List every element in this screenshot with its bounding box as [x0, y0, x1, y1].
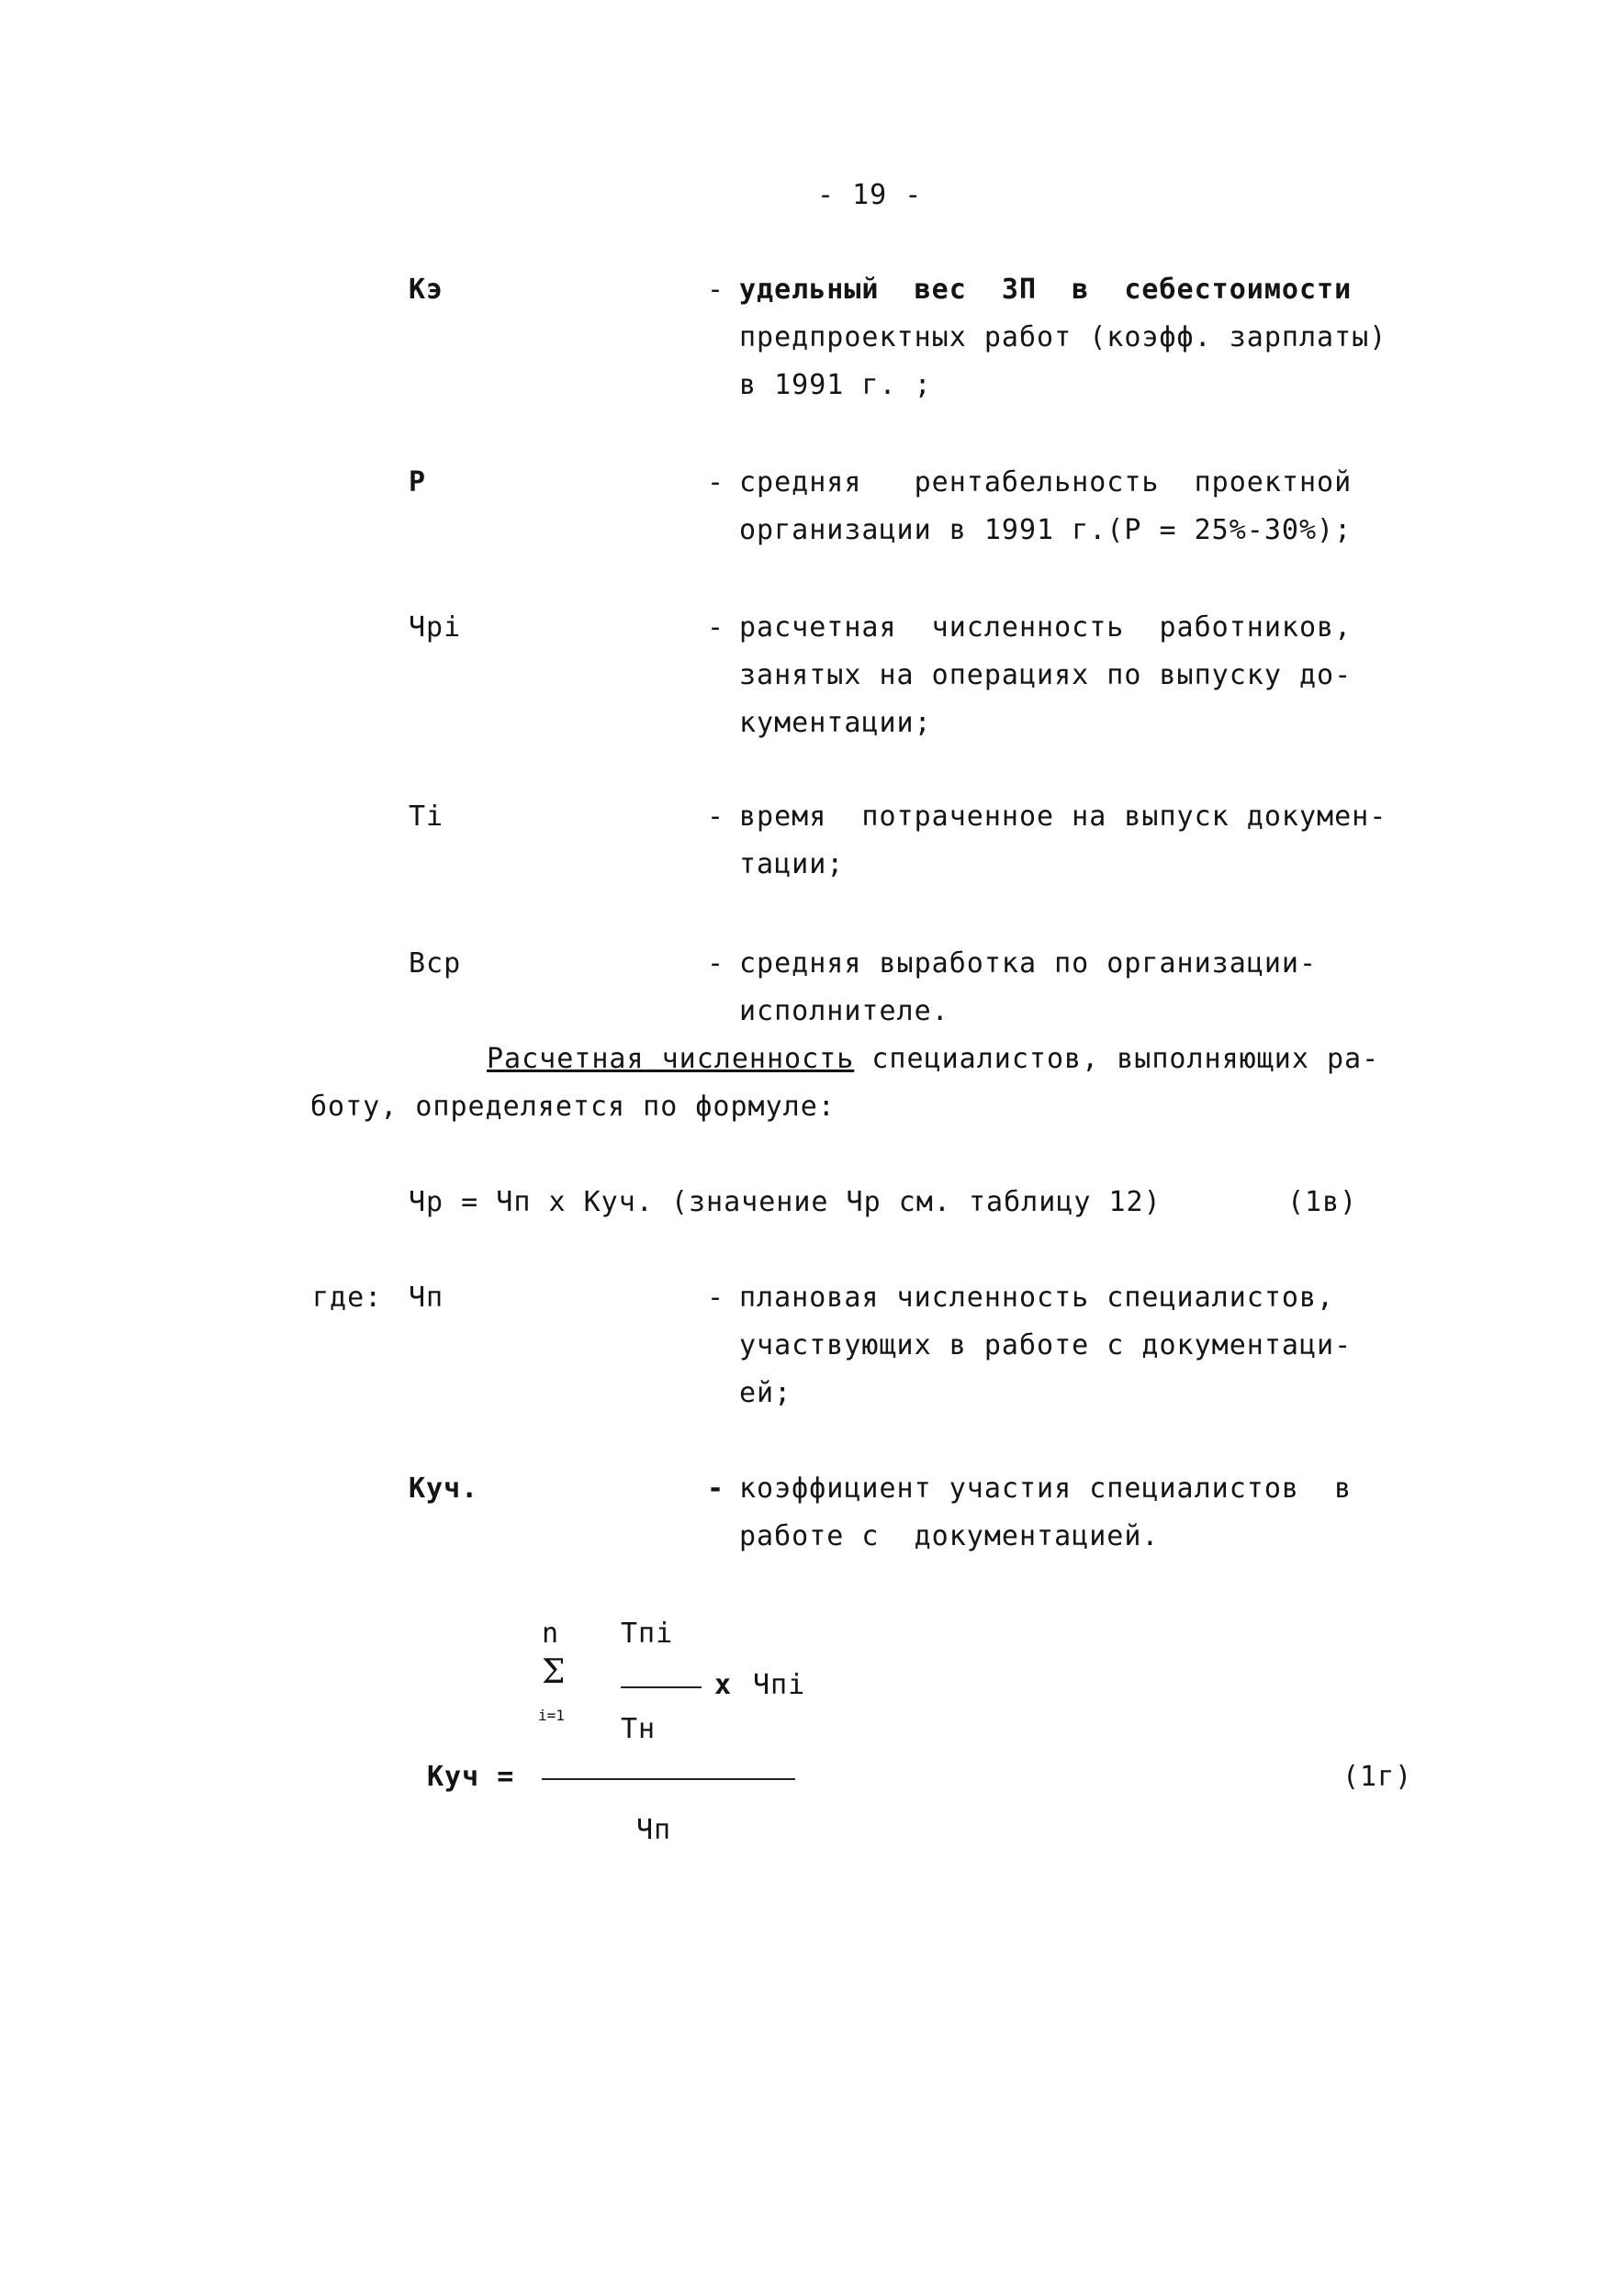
definition-vsr-line-1: средняя выработка по организации-: [739, 947, 1318, 980]
formula-1g-number: (1г): [1342, 1761, 1413, 1793]
definition-ke-line-2: предпроектных работ (коэфф. зарплаты): [739, 321, 1387, 353]
formula-1v-number: (1в): [1287, 1186, 1358, 1218]
definition-dash: -: [707, 466, 725, 498]
paragraph-line-1: [487, 1043, 1379, 1076]
definition-r-line-1: средняя рентабельность проектной: [739, 466, 1353, 498]
paragraph-underlined: Расчетная численность: [487, 1043, 855, 1075]
definition-dash: -: [707, 611, 725, 644]
definition-chp-line-3: ей;: [739, 1377, 792, 1409]
term-kuch: Куч.: [409, 1473, 479, 1505]
definition-chp-line-2: участвующих в работе с документаци-: [739, 1329, 1353, 1361]
definition-ke-line-1: удельный вес ЗП в себестоимости: [739, 274, 1353, 306]
term-chp: Чп: [409, 1282, 444, 1314]
definition-chri-line-2: занятых на операциях по выпуску до-: [739, 659, 1353, 691]
formula-1v: Чр = Чп х Куч. (значение Чр см. таблицу 12): [409, 1186, 1162, 1218]
sigma-lower-limit: i=1: [538, 1707, 565, 1724]
multiply-sign: х: [714, 1669, 733, 1701]
definition-dash: -: [707, 274, 725, 306]
multiplier-chpi: Чпi: [753, 1669, 806, 1701]
term-ti: Тi: [409, 801, 444, 833]
fraction-denominator: Тн: [621, 1713, 657, 1745]
paragraph-rest: специалистов, выполняющих ра-: [854, 1043, 1380, 1075]
term-r: Р: [409, 466, 427, 498]
sigma-symbol: Σ: [542, 1653, 566, 1691]
sigma-upper-limit: n: [542, 1618, 560, 1650]
definition-chri-line-1: расчетная численность работников,: [739, 611, 1353, 644]
page-number: - 19 -: [817, 179, 923, 211]
definition-ti-line-2: тации;: [739, 848, 845, 880]
definition-vsr-line-2: исполнителе.: [739, 995, 949, 1027]
definition-dash: -: [707, 1473, 725, 1505]
definition-dash: -: [707, 801, 725, 833]
definition-chri-line-3: кументации;: [739, 707, 932, 739]
definition-chp-line-1: плановая численность специалистов,: [739, 1282, 1335, 1314]
definition-kuch-line-2: работе с документацией.: [739, 1520, 1160, 1552]
term-ke: Кэ: [409, 274, 444, 306]
definition-kuch-line-1: коэффициент участия специалистов в: [739, 1473, 1353, 1505]
term-chri: Чрi: [409, 611, 462, 644]
definition-dash: -: [707, 947, 725, 980]
where-label: где:: [312, 1282, 383, 1314]
definition-ke-line-3: в 1991 г. ;: [739, 369, 932, 401]
paragraph-line-2: боту, определяется по формуле:: [310, 1091, 836, 1123]
fraction-numerator: Тпi: [621, 1618, 674, 1650]
formula-lhs-kuch: Куч =: [427, 1761, 515, 1793]
definition-ti-line-1: время потраченное на выпуск докумен-: [739, 801, 1387, 833]
definition-r-line-2: организации в 1991 г.(Р = 25%-30%);: [739, 514, 1353, 546]
main-denominator: Чп: [636, 1814, 672, 1846]
definition-dash: -: [707, 1282, 725, 1314]
inner-fraction-line: [621, 1686, 702, 1688]
term-vsr: Вср: [409, 947, 462, 980]
main-fraction-line: [542, 1778, 795, 1780]
